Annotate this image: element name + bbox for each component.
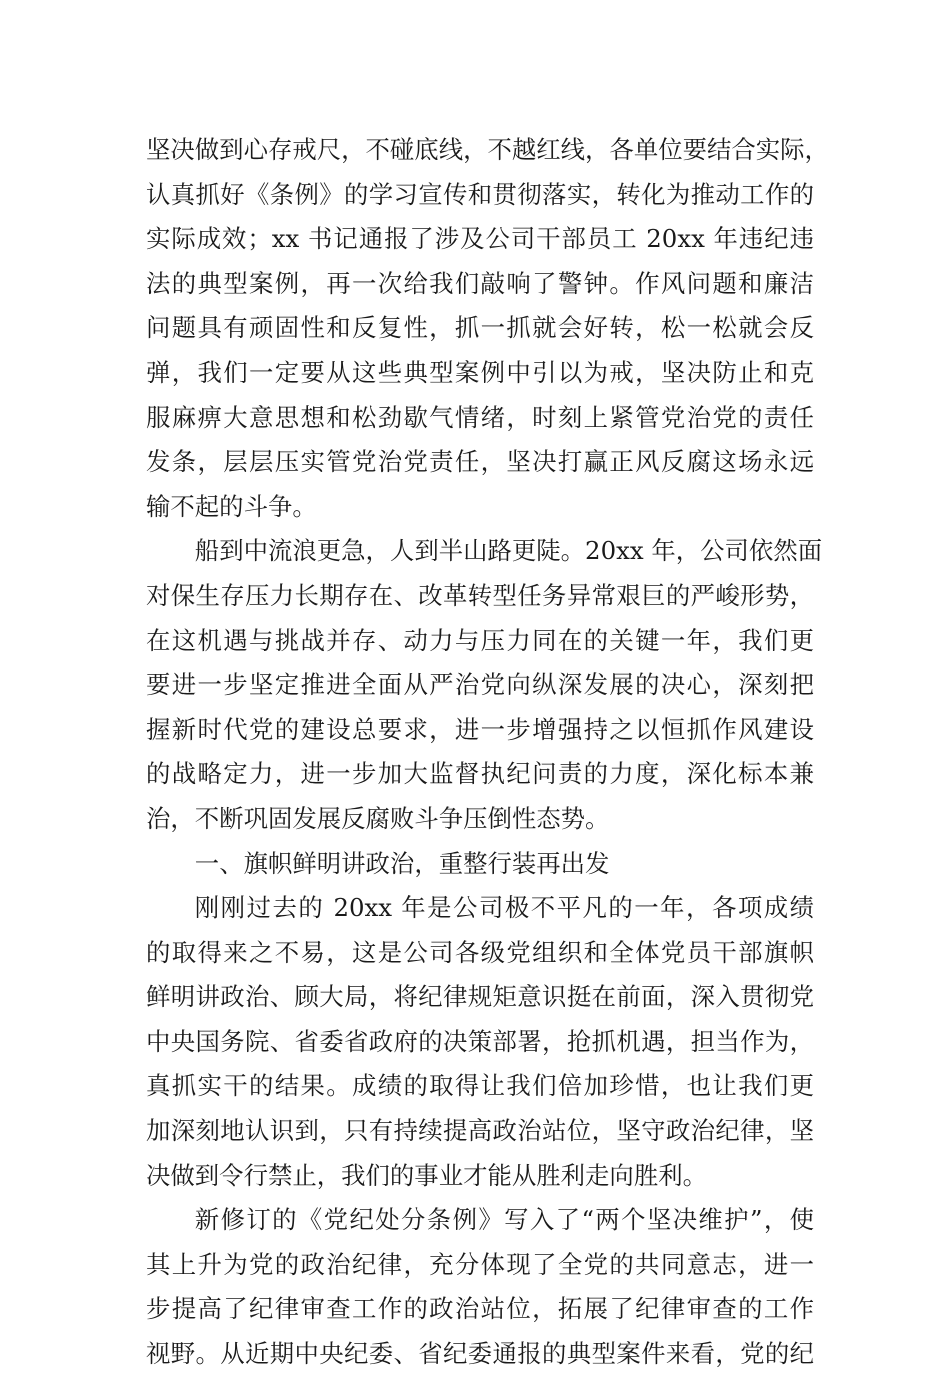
text-line: 一、旗帜鲜明讲政治，重整行装再出发	[194, 848, 610, 878]
paragraph-4	[146, 1198, 814, 1376]
text-line: 弹，我们一定要从这些典型案例中引以为戒，坚决防止和克	[146, 357, 814, 387]
text-line: 要进一步坚定推进全面从严治党向纵深发展的决心，深刻把	[146, 670, 814, 700]
text-line: 其上升为党的政治纪律，充分体现了全党的共同意志，进一	[146, 1249, 814, 1279]
text-line: 治，不断巩固发展反腐败斗争压倒性态势。	[146, 803, 610, 833]
text-line: 步提高了纪律审查工作的政治站位，拓展了纪律审查的工作	[146, 1294, 814, 1324]
text-line: 加深刻地认识到，只有持续提高政治站位，坚守政治纪律，坚	[146, 1116, 814, 1146]
text-line: 问题具有顽固性和反复性，抓一抓就会好转，松一松就会反	[146, 313, 814, 343]
text-line: 服麻痹大意思想和松劲歇气情绪，时刻上紧管党治党的责任	[146, 402, 814, 432]
paragraph-3	[146, 886, 814, 1198]
text-line: 认真抓好《条例》的学习宣传和贯彻落实，转化为推动工作的	[146, 179, 814, 209]
paragraph-2	[146, 529, 823, 841]
section-heading	[146, 842, 814, 887]
text-line: 船到中流浪更急，人到半山路更陡。20xx 年，公司依然面	[194, 536, 823, 566]
text-line: 视野。从近期中央纪委、省纪委通报的典型案件来看，党的纪	[146, 1339, 814, 1369]
text-line: 的取得来之不易，这是公司各级党组织和全体党员干部旗帜	[146, 937, 814, 967]
text-line: 实际成效；xx 书记通报了涉及公司干部员工 20xx 年违纪违	[146, 224, 814, 254]
text-line: 握新时代党的建设总要求，进一步增强持之以恒抓作风建设	[146, 714, 814, 744]
text-line: 的战略定力，进一步加大监督执纪问责的力度，深化标本兼	[146, 759, 814, 789]
document-body	[146, 128, 829, 1377]
text-line: 真抓实干的结果。成绩的取得让我们倍加珍惜，也让我们更	[146, 1071, 814, 1101]
text-line: 对保生存压力长期存在、改革转型任务异常艰巨的严峻形势，	[146, 580, 814, 610]
text-line: 在这机遇与挑战并存、动力与压力同在的关键一年，我们更	[146, 625, 814, 655]
text-line: 法的典型案例，再一次给我们敲响了警钟。作风问题和廉洁	[146, 268, 814, 298]
text-line: 坚决做到心存戒尺，不碰底线，不越红线，各单位要结合实际，	[146, 135, 829, 164]
text-line: 鲜明讲政治、顾大局，将纪律规矩意识挺在前面，深入贯彻党	[146, 982, 814, 1012]
paragraph-1	[146, 128, 829, 529]
text-line: 新修订的《党纪处分条例》写入了“两个坚决维护”，使	[194, 1205, 814, 1235]
text-line: 中央国务院、省委省政府的决策部署，抢抓机遇，担当作为，	[146, 1026, 814, 1056]
text-line: 发条，层层压实管党治党责任，坚决打赢正风反腐这场永远	[146, 447, 814, 477]
text-line: 决做到令行禁止，我们的事业才能从胜利走向胜利。	[146, 1160, 707, 1190]
text-line: 刚刚过去的 20xx 年是公司极不平凡的一年，各项成绩	[194, 893, 814, 923]
text-line: 输不起的斗争。	[146, 491, 317, 521]
